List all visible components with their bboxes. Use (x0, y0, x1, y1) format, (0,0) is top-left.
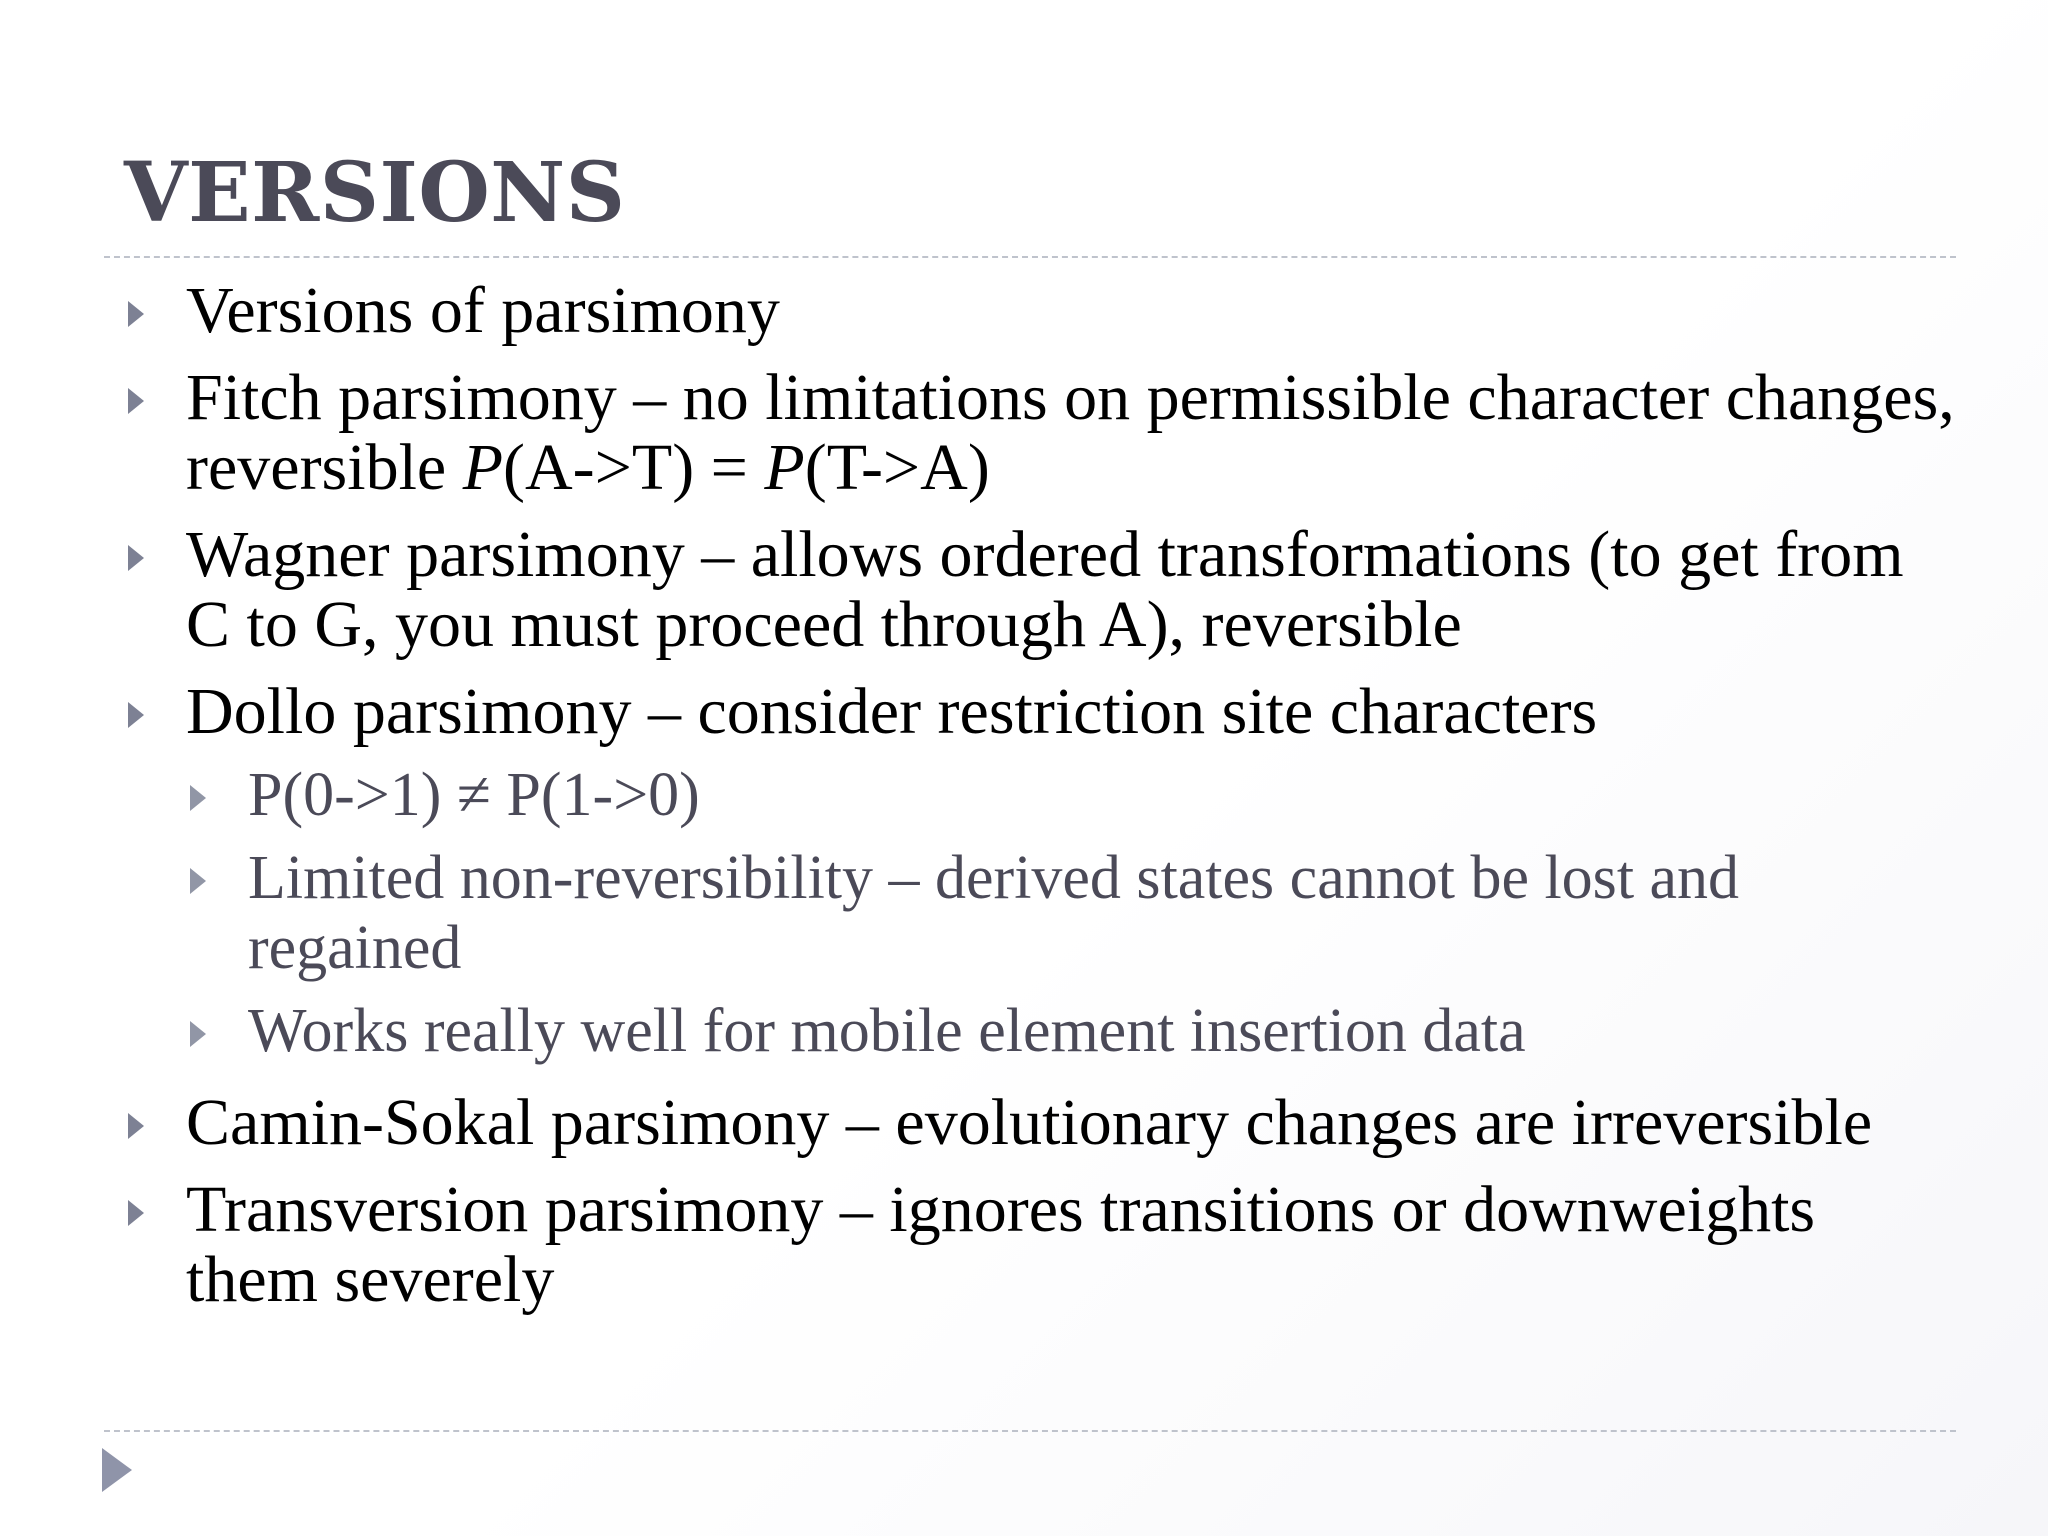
probability-expression: (T->A) (804, 431, 990, 504)
bullet-text: P(0->1) ≠ P(1->0) (248, 761, 700, 829)
bullet-text: Dollo parsimony – consider restriction site characters (186, 675, 1598, 748)
slide-title: VERSIONS (124, 145, 626, 241)
bullet-list (120, 276, 1960, 1315)
probability-symbol: P (462, 431, 504, 504)
bullet-text: Fitch parsimony – no limitations on permissible character changes, reversible (186, 361, 1955, 504)
bullet-arrow-icon (128, 388, 144, 414)
bullet-arrow-icon (128, 1200, 144, 1226)
bullet-text: Works really well for mobile element insertion data (248, 997, 1526, 1065)
bullet-arrow-icon (128, 545, 144, 571)
list-item (120, 1175, 1960, 1315)
bullet-arrow-icon (128, 1113, 144, 1139)
bullet-arrow-icon (128, 702, 144, 728)
bullet-text: Transversion parsimony – ignores transitions or downweights them severely (186, 1173, 1816, 1316)
probability-symbol: P (764, 431, 805, 504)
list-item (120, 276, 1960, 346)
bullet-text: Camin-Sokal parsimony – evolutionary changes are irreversible (186, 1086, 1873, 1159)
bullet-text: Wagner parsimony – allows ordered transformations (to get from C to G, you must proceed through A), reversible (186, 518, 1904, 661)
bullet-arrow-icon (190, 868, 206, 894)
probability-expression: (A->T) = (503, 431, 765, 504)
bullet-text: Limited non-reversibility – derived states cannot be lost and regained (248, 844, 1740, 982)
title-divider (104, 256, 1956, 258)
bullet-arrow-icon (190, 785, 206, 811)
play-arrow-icon (102, 1448, 132, 1492)
sub-list-item (120, 760, 1960, 830)
footer-divider (104, 1430, 1956, 1432)
list-item (120, 363, 1960, 503)
list-item (120, 1088, 1960, 1158)
bullet-arrow-icon (128, 301, 144, 327)
list-item (120, 520, 1960, 660)
sub-list-item (120, 996, 1960, 1066)
bullet-text: Versions of parsimony (186, 274, 780, 347)
list-item (120, 677, 1960, 747)
bullet-arrow-icon (190, 1021, 206, 1047)
sub-list-item (120, 843, 1960, 983)
